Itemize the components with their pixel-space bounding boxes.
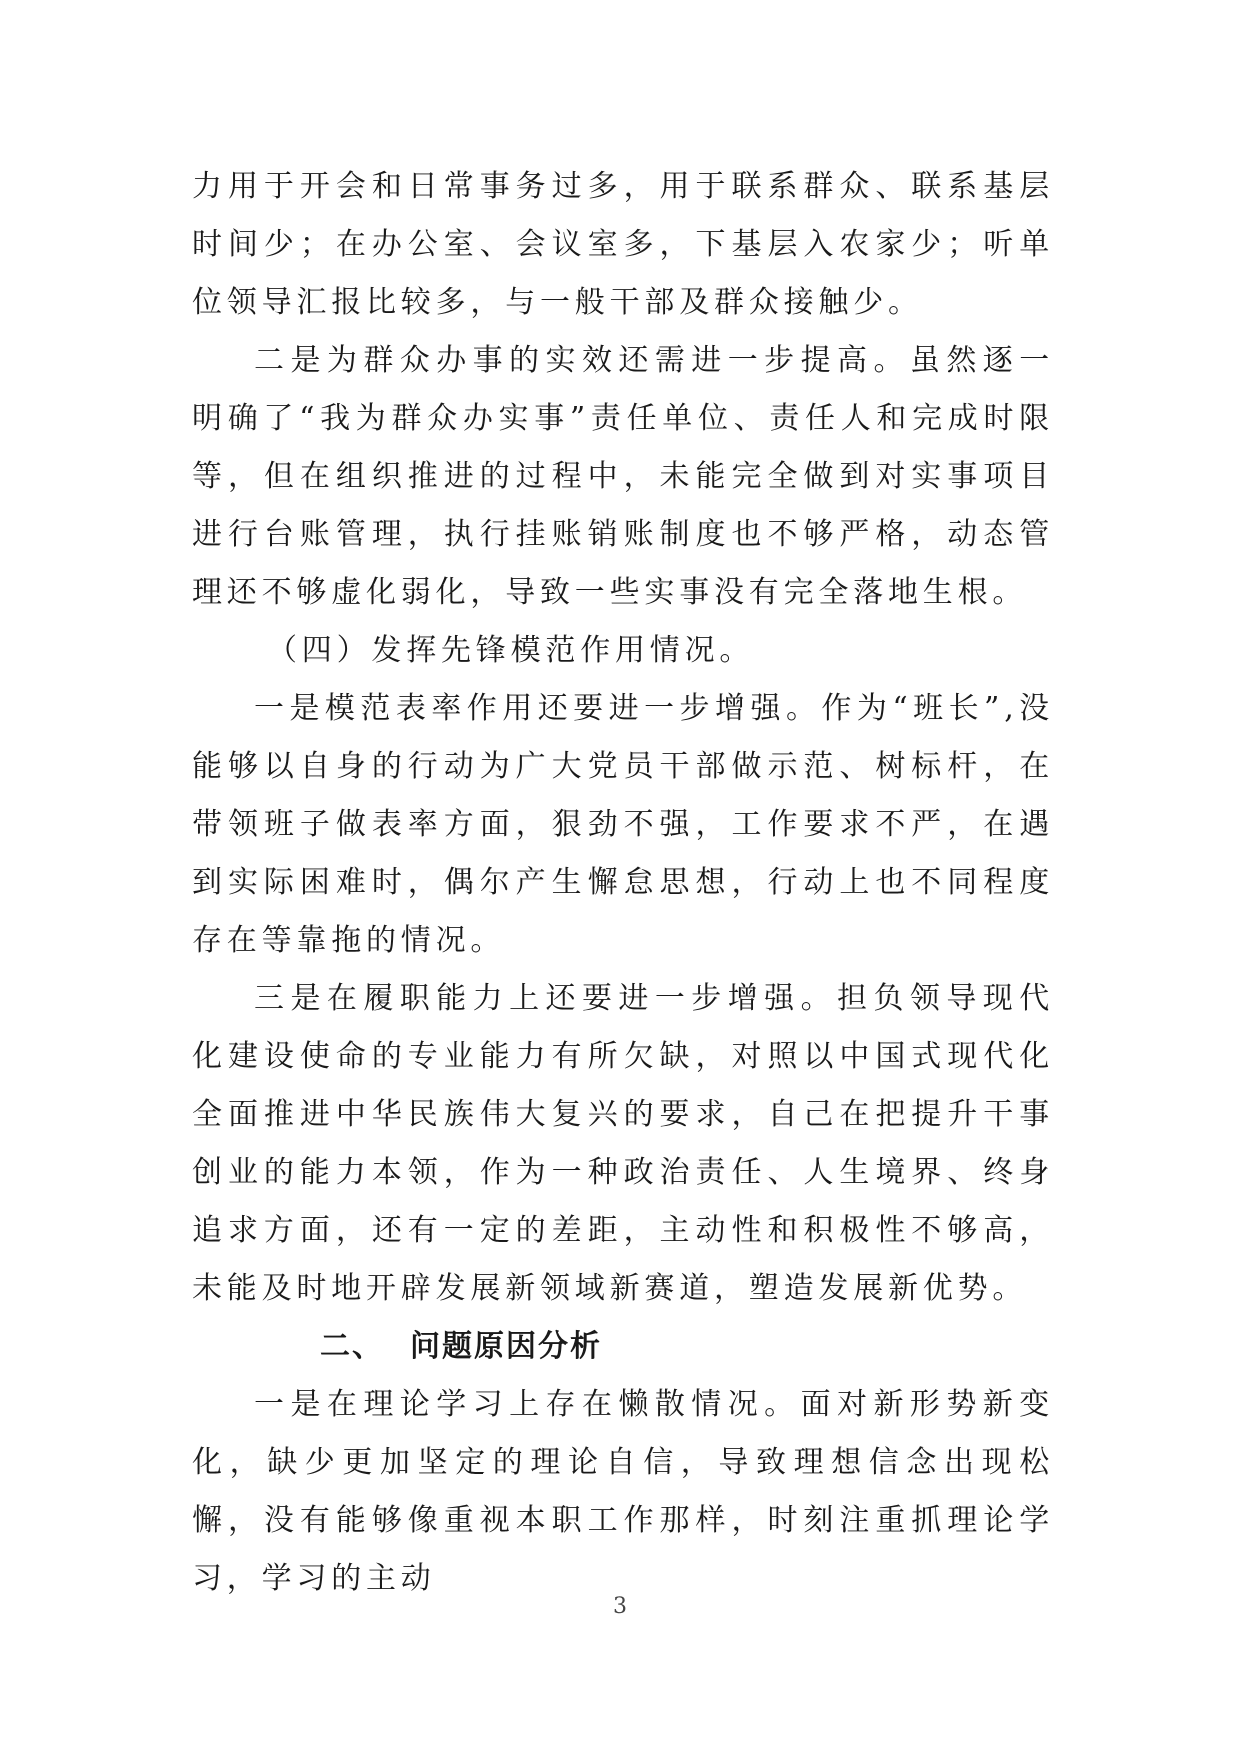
section-heading-cause-analysis [192, 1318, 1054, 1376]
paragraph-performance-ability: 三是在履职能力上还要进一步增强。担负领导现代化建设使命的专业能力有所欠缺，对照以中国式现代化全面推进中华民族伟大复兴的要求，自己在把提升干事创业的能力本领，作为一种政治责任、人生境界、终身追求方面，还有一定的差距，主动性和积极性不够高，未能及时地开辟发展新领域新赛道，塑造发展新优势。 [192, 981, 1054, 1306]
section-heading-number: 二、 [320, 1329, 384, 1364]
paragraph-theory-study: 一是在理论学习上存在懒散情况。面对新形势新变化，缺少更加坚定的理论自信，导致理想信念出现松懈，没有能够像重视本职工作那样，时刻注重抓理论学习，学习的主动 [192, 1387, 1054, 1596]
page-number: 3 [613, 1594, 627, 1619]
paragraph-continuation: 力用于开会和日常事务过多，用于联系群众、联系基层时间少；在办公室、会议室多，下基层入农家少；听单位领导汇报比较多，与一般干部及群众接触少。 [192, 169, 1054, 320]
paragraph-service-effectiveness: 二是为群众办事的实效还需进一步提高。虽然逐一明确了“我为群众办实事”责任单位、责任人和完成时限等，但在组织推进的过程中，未能完全做到对实事项目进行台账管理，执行挂账销账制度也不够严格，动态管理还不够虚化弱化，导致一些实事没有完全落地生根。 [192, 343, 1054, 610]
document-body [192, 158, 1054, 1608]
paragraph-exemplary-role: 一是模范表率作用还要进一步增强。作为“班长”,没能够以自身的行动为广大党员干部做示范、树标杆，在带领班子做表率方面，狠劲不强，工作要求不严，在遇到实际困难时，偶尔产生懈怠思想，行动上也不同程度存在等靠拖的情况。 [192, 691, 1054, 958]
section-heading-text: 问题原因分析 [410, 1329, 602, 1364]
subheading-vanguard-role: （四）发挥先锋模范作用情况。 [267, 633, 755, 668]
